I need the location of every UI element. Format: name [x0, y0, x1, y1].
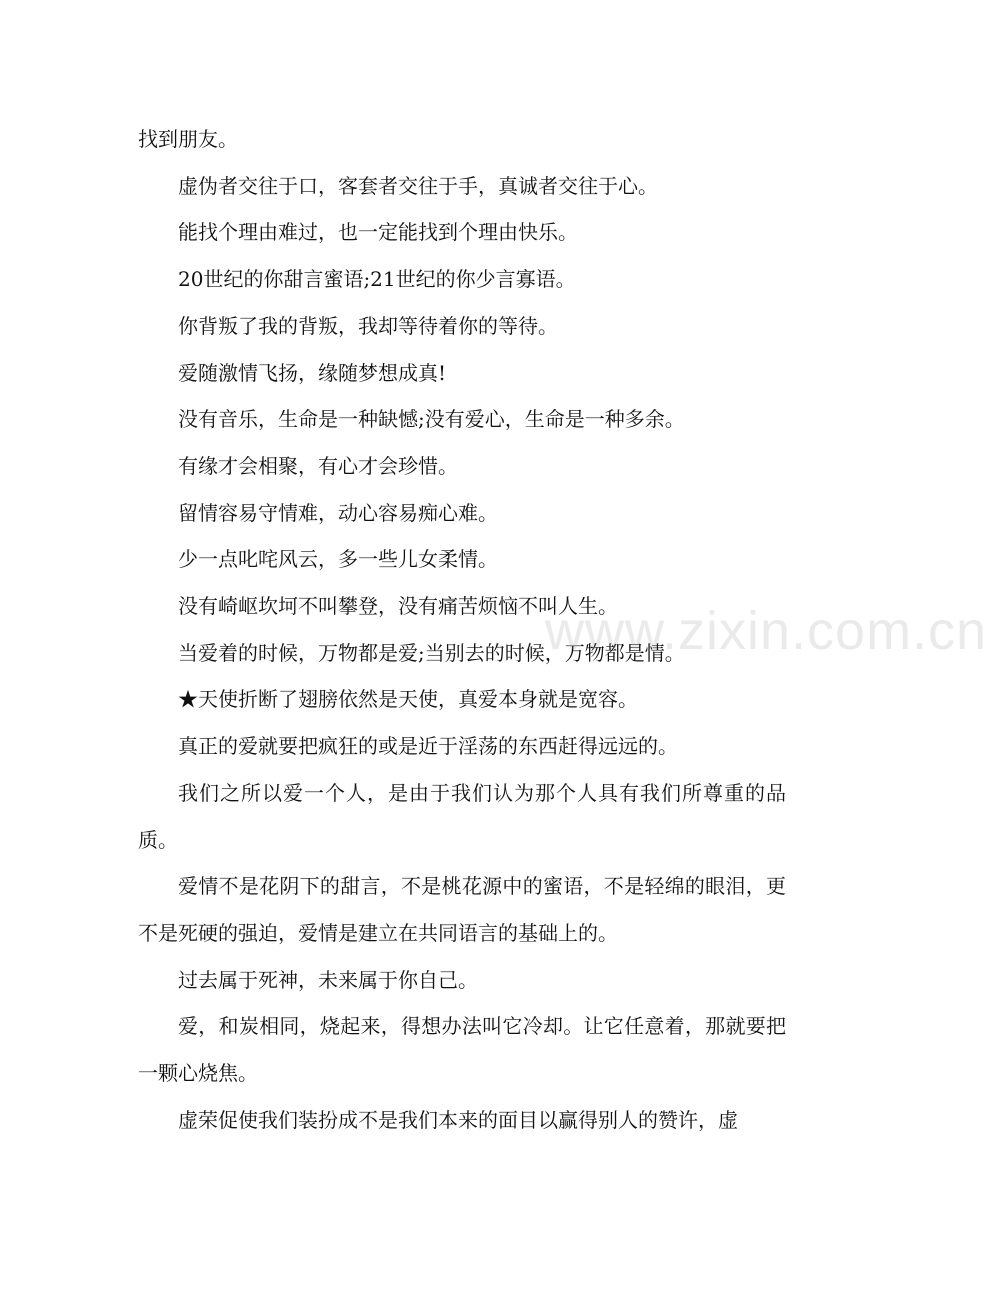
document-body — [138, 116, 786, 1143]
paragraph: 爱情不是花阴下的甜言，不是桃花源中的蜜语，不是轻绵的眼泪，更不是死硬的强迫，爱情是建立在共同语言的基础上的。 — [138, 874, 786, 945]
watermark: www.zixin.com.cn — [545, 601, 987, 661]
paragraph: 留情容易守情难，动心容易痴心难。 — [178, 500, 498, 525]
paragraph: 有缘才会相聚，有心才会珍惜。 — [178, 453, 458, 478]
paragraph: ★天使折断了翅膀依然是天使，真爱本身就是宽容。 — [178, 687, 638, 712]
paragraph: 当爱着的时候，万物都是爱;当别去的时候，万物都是情。 — [178, 640, 685, 665]
paragraph: 我们之所以爱一个人，是由于我们认为那个人具有我们所尊重的品质。 — [138, 780, 786, 852]
paragraph: 20世纪的你甜言蜜语;21世纪的你少言寡语。 — [178, 267, 576, 292]
paragraph: 虚荣促使我们装扮成不是我们本来的面目以赢得别人的赞许，虚 — [178, 1107, 738, 1132]
paragraph: 找到朋友。 — [138, 127, 238, 151]
paragraph: 爱，和炭相同，烧起来，得想办法叫它冷却。让它任意着，那就要把一颗心烧焦。 — [138, 1014, 786, 1086]
paragraph: 能找个理由难过，也一定能找到个理由快乐。 — [178, 220, 578, 245]
paragraph: 真正的爱就要把疯狂的或是近于淫荡的东西赶得远远的。 — [178, 734, 678, 759]
paragraph: 过去属于死神，未来属于你自己。 — [178, 967, 478, 992]
paragraph: 虚伪者交往于口，客套者交往于手，真诚者交往于心。 — [178, 173, 658, 198]
paragraph: 爱随激情飞扬，缘随梦想成真! — [178, 360, 447, 385]
paragraph: 没有崎岖坎坷不叫攀登，没有痛苦烦恼不叫人生。 — [178, 594, 618, 619]
paragraph: 少一点叱咤风云，多一些儿女柔情。 — [178, 547, 498, 572]
paragraph: 没有音乐，生命是一种缺憾;没有爱心，生命是一种多余。 — [178, 407, 685, 432]
paragraph: 你背叛了我的背叛，我却等待着你的等待。 — [178, 313, 558, 338]
